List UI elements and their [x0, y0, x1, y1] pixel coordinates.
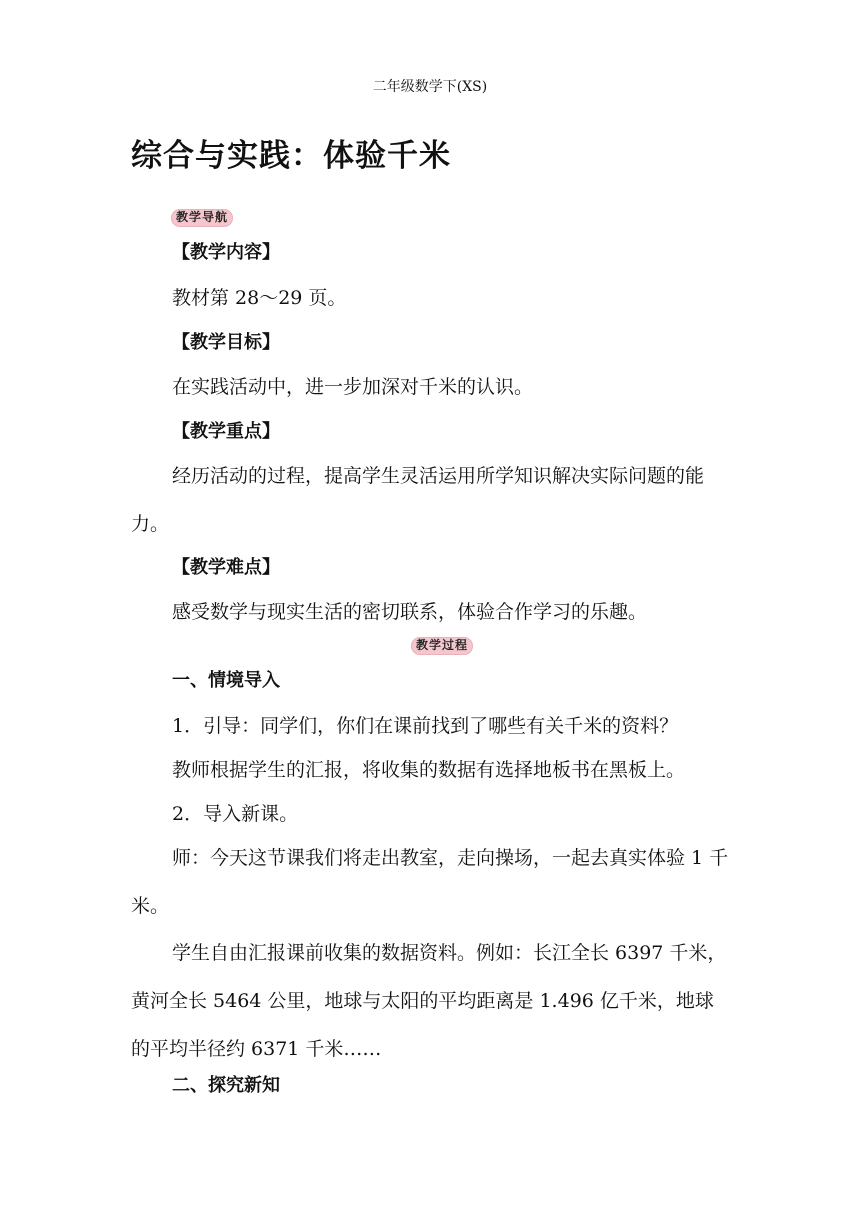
- students-report-text: 学生自由汇报课前收集的数据资料。例如：长江全长 6397 千米，黄河全长 5464 公里，地球与太阳的平均距离是 1.496 亿千米，地球的平均半径约 6371 千米……: [131, 942, 727, 1060]
- step1-note: 教师根据学生的汇报，将收集的数据有选择地板书在黑板上。: [172, 759, 686, 781]
- key-text: 经历活动的过程，提高学生灵活运用所学知识解决实际问题的能力。: [131, 465, 705, 535]
- goal-text: 在实践活动中，进一步加深对千米的认识。: [172, 376, 534, 398]
- difficulty-heading: 【教学难点】: [172, 557, 280, 578]
- step2-text: 2．导入新课。: [172, 803, 299, 825]
- part1-heading: 一、情境导入: [172, 670, 280, 691]
- content-text: 教材第 28～29 页。: [172, 287, 347, 309]
- page-header: 二年级数学下(XS): [372, 79, 488, 95]
- content-heading: 【教学内容】: [172, 242, 280, 263]
- teaching-navigation-badge: 教学导航: [171, 209, 233, 227]
- teaching-process-badge: 教学过程: [411, 637, 473, 655]
- part2-heading: 二、探究新知: [172, 1075, 280, 1096]
- key-heading: 【教学重点】: [172, 421, 280, 442]
- teacher-says-text: 师：今天这节课我们将走出教室，走向操场，一起去真实体验 1 千米。: [131, 847, 729, 917]
- step1-text: 1．引导：同学们，你们在课前找到了哪些有关千米的资料？: [172, 715, 679, 737]
- difficulty-text: 感受数学与现实生活的密切联系，体验合作学习的乐趣。: [172, 601, 648, 623]
- page-title: 综合与实践：体验千米: [131, 138, 451, 174]
- goal-heading: 【教学目标】: [172, 332, 280, 353]
